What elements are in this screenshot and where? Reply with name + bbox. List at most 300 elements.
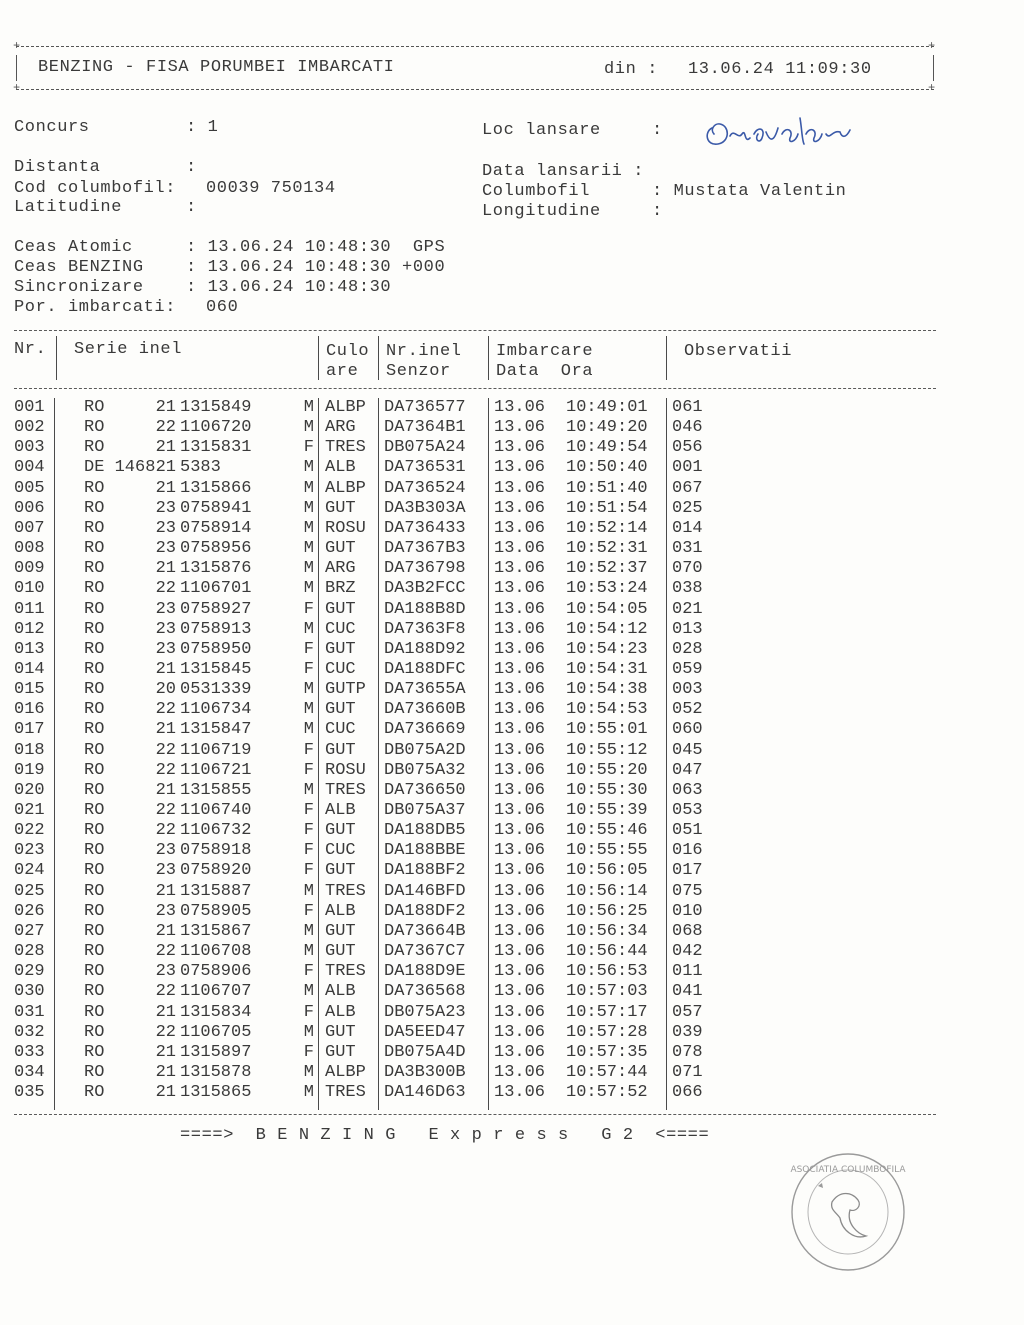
- table-header-rule: [14, 388, 936, 389]
- sex: F: [303, 901, 314, 921]
- observation: 046: [672, 418, 703, 438]
- ring-number: 0758927: [180, 599, 252, 619]
- color-code: ALBP: [325, 398, 366, 417]
- table-row: [0, 801, 1024, 821]
- ceas-benzing-value: : 13.06.24 10:48:30 +000: [186, 258, 446, 277]
- row-number: 022: [14, 821, 45, 841]
- ring-year: 21: [155, 458, 176, 478]
- observation: 025: [672, 498, 703, 518]
- sensor-id: DA146D63: [384, 1083, 466, 1103]
- color-code: ALB: [325, 458, 356, 478]
- columbofil-value: : Mustata Valentin: [652, 182, 847, 201]
- boarding-time: 10:55:55: [566, 841, 648, 861]
- col-header-observatii: Observatii: [684, 342, 793, 361]
- observation: 038: [672, 579, 703, 599]
- ring-number: 1315887: [180, 881, 252, 901]
- table-row: [0, 861, 1024, 881]
- observation: 067: [672, 478, 703, 498]
- footer-brand: ====> B E N Z I N G E x p r e s s G 2 <====: [180, 1126, 710, 1145]
- ring-year: 22: [155, 760, 176, 780]
- ring-number: 0531339: [180, 680, 252, 700]
- table-row: [0, 398, 1024, 418]
- sex: M: [303, 619, 314, 639]
- table-row: [0, 499, 1024, 519]
- boarding-time: 10:55:46: [566, 821, 648, 841]
- ring-number: 1315866: [180, 478, 252, 498]
- boarding-date: 13.06: [494, 861, 546, 881]
- ring-country: RO: [84, 720, 105, 740]
- boarding-date: 13.06: [494, 579, 546, 599]
- row-number: 021: [14, 801, 45, 820]
- row-number: 002: [14, 418, 45, 438]
- ring-country: RO: [84, 559, 105, 579]
- ring-year: 22: [155, 700, 176, 720]
- boarding-date: 13.06: [494, 498, 546, 518]
- ring-country: RO: [84, 398, 105, 417]
- boarding-date: 13.06: [494, 760, 546, 780]
- sex: F: [303, 639, 314, 659]
- color-code: GUT: [325, 639, 356, 659]
- boarding-date: 13.06: [494, 539, 546, 559]
- col-header-nr: Nr.: [14, 340, 47, 359]
- boarding-date: 13.06: [494, 942, 546, 962]
- boarding-time: 10:54:38: [566, 680, 648, 700]
- sensor-id: DA188BBE: [384, 841, 466, 861]
- boarding-time: 10:50:40: [566, 458, 648, 478]
- ring-year: 21: [155, 921, 176, 941]
- boarding-time: 10:56:34: [566, 921, 648, 941]
- boarding-time: 10:55:01: [566, 720, 648, 740]
- ring-number: 0758906: [180, 962, 252, 982]
- color-code: ALB: [325, 901, 356, 921]
- boarding-time: 10:55:20: [566, 760, 648, 780]
- color-code: GUT: [325, 700, 356, 720]
- sensor-id: DA736524: [384, 478, 466, 498]
- boarding-date: 13.06: [494, 1042, 546, 1062]
- boarding-date: 13.06: [494, 780, 546, 800]
- sex: F: [303, 1002, 314, 1022]
- row-number: 029: [14, 962, 45, 982]
- boarding-time: 10:57:44: [566, 1062, 648, 1082]
- table-bottom-rule: [14, 1114, 936, 1115]
- ring-number: 1315855: [180, 780, 252, 800]
- ring-number: 1106720: [180, 418, 252, 438]
- boarding-date: 13.06: [494, 962, 546, 982]
- boarding-time: 10:57:28: [566, 1022, 648, 1042]
- row-number: 032: [14, 1022, 45, 1042]
- color-code: ALBP: [325, 1062, 366, 1082]
- table-row: [0, 479, 1024, 499]
- ring-country: RO: [84, 780, 105, 800]
- sensor-id: DB075A4D: [384, 1042, 466, 1062]
- boarding-date: 13.06: [494, 921, 546, 941]
- ring-country: RO: [84, 1002, 105, 1022]
- ring-country: RO: [84, 1022, 105, 1042]
- sensor-id: DA736669: [384, 720, 466, 740]
- table-row: [0, 761, 1024, 781]
- table-row: [0, 1023, 1024, 1043]
- observation: 013: [672, 619, 703, 639]
- sensor-id: DA188DB5: [384, 821, 466, 841]
- ring-year: 22: [155, 801, 176, 820]
- color-code: TRES: [325, 438, 366, 458]
- ring-country: RO: [84, 760, 105, 780]
- ring-number: 0758914: [180, 518, 252, 538]
- sex: M: [303, 418, 314, 438]
- color-code: CUC: [325, 659, 356, 679]
- ring-number: 5383: [180, 458, 221, 478]
- sex: M: [303, 1062, 314, 1082]
- boarding-date: 13.06: [494, 841, 546, 861]
- row-number: 003: [14, 438, 45, 458]
- row-number: 014: [14, 659, 45, 679]
- ring-number: 1106707: [180, 982, 252, 1002]
- ring-country: RO: [84, 478, 105, 498]
- sex: F: [303, 760, 314, 780]
- ring-year: 23: [155, 639, 176, 659]
- ring-number: 1106734: [180, 700, 252, 720]
- col-header-nrinel: Nr.inel: [386, 342, 462, 361]
- ring-number: 1315849: [180, 398, 252, 417]
- color-code: GUTP: [325, 680, 366, 700]
- row-number: 016: [14, 700, 45, 720]
- color-code: ALB: [325, 1002, 356, 1022]
- table-row: [0, 1003, 1024, 1023]
- observation: 045: [672, 740, 703, 760]
- ring-country: RO: [84, 438, 105, 458]
- ring-year: 22: [155, 1022, 176, 1042]
- ring-number: 1106721: [180, 760, 252, 780]
- ring-year: 23: [155, 962, 176, 982]
- loc-lansare-label: Loc lansare: [482, 121, 601, 140]
- handwritten-release-location: [700, 104, 860, 154]
- table-row: [0, 458, 1024, 478]
- table-row: [0, 902, 1024, 922]
- color-code: ALB: [325, 982, 356, 1002]
- column-divider: [666, 336, 667, 380]
- sensor-id: DA736650: [384, 780, 466, 800]
- ring-country: RO: [84, 639, 105, 659]
- sensor-id: DA7367B3: [384, 539, 466, 559]
- sensor-id: DA736798: [384, 559, 466, 579]
- boarding-time: 10:57:17: [566, 1002, 648, 1022]
- sex: M: [303, 921, 314, 941]
- table-row: [0, 700, 1024, 720]
- observation: 010: [672, 901, 703, 921]
- sex: M: [303, 458, 314, 478]
- observation: 070: [672, 559, 703, 579]
- ring-country: RO: [84, 1083, 105, 1103]
- boarding-time: 10:56:05: [566, 861, 648, 881]
- table-row: [0, 942, 1024, 962]
- row-number: 031: [14, 1002, 45, 1022]
- sex: F: [303, 821, 314, 841]
- boarding-date: 13.06: [494, 740, 546, 760]
- table-row: [0, 720, 1024, 740]
- ring-year: 21: [155, 478, 176, 498]
- ring-country: DE 1468: [84, 458, 156, 478]
- ring-country: RO: [84, 498, 105, 518]
- boarding-time: 10:52:37: [566, 559, 648, 579]
- boarding-time: 10:54:23: [566, 639, 648, 659]
- boarding-time: 10:57:03: [566, 982, 648, 1002]
- color-code: GUT: [325, 1042, 356, 1062]
- boarding-date: 13.06: [494, 680, 546, 700]
- boarding-date: 13.06: [494, 599, 546, 619]
- col-header-serie: Serie inel: [74, 340, 183, 359]
- sensor-id: DB075A23: [384, 1002, 466, 1022]
- sensor-id: DA736433: [384, 518, 466, 538]
- sex: M: [303, 1022, 314, 1042]
- ring-year: 21: [155, 438, 176, 458]
- ceas-atomic-value: : 13.06.24 10:48:30 GPS: [186, 238, 446, 257]
- ring-country: RO: [84, 962, 105, 982]
- row-number: 025: [14, 881, 45, 901]
- ring-country: RO: [84, 518, 105, 538]
- sensor-id: DA146BFD: [384, 881, 466, 901]
- row-number: 008: [14, 539, 45, 559]
- observation: 051: [672, 821, 703, 841]
- boarding-date: 13.06: [494, 559, 546, 579]
- observation: 057: [672, 1002, 703, 1022]
- row-number: 024: [14, 861, 45, 881]
- boarding-time: 10:55:39: [566, 801, 648, 820]
- table-row: [0, 680, 1024, 700]
- sex: M: [303, 539, 314, 559]
- ring-year: 23: [155, 498, 176, 518]
- sex: M: [303, 881, 314, 901]
- ring-country: RO: [84, 418, 105, 438]
- sex: F: [303, 801, 314, 820]
- ring-number: 1106719: [180, 740, 252, 760]
- ring-number: 1315878: [180, 1062, 252, 1082]
- ring-year: 21: [155, 1062, 176, 1082]
- color-code: CUC: [325, 720, 356, 740]
- table-row: [0, 1043, 1024, 1063]
- ring-country: RO: [84, 881, 105, 901]
- ring-country: RO: [84, 539, 105, 559]
- color-code: TRES: [325, 1083, 366, 1103]
- row-number: 004: [14, 458, 45, 478]
- sensor-id: DA188B8D: [384, 599, 466, 619]
- ring-year: 22: [155, 579, 176, 599]
- col-header-culoare-2: are: [326, 362, 359, 381]
- sensor-id: DA188BF2: [384, 861, 466, 881]
- ring-year: 23: [155, 901, 176, 921]
- color-code: CUC: [325, 841, 356, 861]
- ring-number: 1106740: [180, 801, 252, 820]
- row-number: 030: [14, 982, 45, 1002]
- table-row: [0, 640, 1024, 660]
- ring-year: 23: [155, 861, 176, 881]
- observation: 066: [672, 1083, 703, 1103]
- ring-number: 1106701: [180, 579, 252, 599]
- observation: 017: [672, 861, 703, 881]
- boarding-date: 13.06: [494, 1022, 546, 1042]
- boarding-time: 10:54:05: [566, 599, 648, 619]
- sensor-id: DA7363F8: [384, 619, 466, 639]
- table-row: [0, 922, 1024, 942]
- row-number: 017: [14, 720, 45, 740]
- boarding-date: 13.06: [494, 700, 546, 720]
- sensor-id: DB075A24: [384, 438, 466, 458]
- boarding-time: 10:49:54: [566, 438, 648, 458]
- table-row: [0, 539, 1024, 559]
- boarding-time: 10:53:24: [566, 579, 648, 599]
- observation: 031: [672, 539, 703, 559]
- sex: F: [303, 841, 314, 861]
- row-number: 011: [14, 599, 45, 619]
- ring-year: 23: [155, 599, 176, 619]
- corner-mark: +: [928, 39, 936, 53]
- ring-year: 22: [155, 821, 176, 841]
- observation: 001: [672, 458, 703, 478]
- boarding-date: 13.06: [494, 720, 546, 740]
- sensor-id: DA736568: [384, 982, 466, 1002]
- distanta-label: Distanta: [14, 158, 101, 177]
- color-code: ARG: [325, 418, 356, 438]
- ring-number: 0758950: [180, 639, 252, 659]
- observation: 021: [672, 599, 703, 619]
- ring-year: 22: [155, 418, 176, 438]
- row-number: 020: [14, 780, 45, 800]
- column-divider: [488, 336, 489, 380]
- boarding-date: 13.06: [494, 1002, 546, 1022]
- observation: 075: [672, 881, 703, 901]
- col-header-imbarcare: Imbarcare: [496, 342, 594, 361]
- boarding-time: 10:52:31: [566, 539, 648, 559]
- observation: 053: [672, 801, 703, 820]
- ring-country: RO: [84, 599, 105, 619]
- ring-year: 20: [155, 680, 176, 700]
- row-number: 026: [14, 901, 45, 921]
- boarding-date: 13.06: [494, 619, 546, 639]
- boarding-date: 13.06: [494, 821, 546, 841]
- boarding-time: 10:52:14: [566, 518, 648, 538]
- boarding-time: 10:56:44: [566, 942, 648, 962]
- row-number: 007: [14, 518, 45, 538]
- table-row: [0, 821, 1024, 841]
- color-code: TRES: [325, 780, 366, 800]
- boarding-time: 10:51:54: [566, 498, 648, 518]
- document-title: BENZING - FISA PORUMBEI IMBARCATI: [38, 58, 395, 77]
- ring-number: 0758920: [180, 861, 252, 881]
- observation: 041: [672, 982, 703, 1002]
- ring-number: 0758905: [180, 901, 252, 921]
- color-code: GUT: [325, 942, 356, 962]
- porumbei-imbarcati-value: 060: [206, 298, 239, 317]
- sex: F: [303, 962, 314, 982]
- boarding-date: 13.06: [494, 478, 546, 498]
- ring-country: RO: [84, 821, 105, 841]
- print-date: 13.06.24 11:09:30: [688, 60, 872, 79]
- boarding-time: 10:54:12: [566, 619, 648, 639]
- table-row: [0, 418, 1024, 438]
- col-header-data-ora: Data Ora: [496, 362, 594, 381]
- sensor-id: DA7367C7: [384, 942, 466, 962]
- color-code: TRES: [325, 881, 366, 901]
- boarding-date: 13.06: [494, 881, 546, 901]
- concurs-label: Concurs: [14, 118, 90, 137]
- observation: 014: [672, 518, 703, 538]
- table-row: [0, 660, 1024, 680]
- row-number: 035: [14, 1083, 45, 1103]
- ring-year: 23: [155, 539, 176, 559]
- ring-number: 1106708: [180, 942, 252, 962]
- ring-number: 1315865: [180, 1083, 252, 1103]
- observation: 042: [672, 942, 703, 962]
- corner-mark: +: [13, 39, 21, 53]
- sex: F: [303, 740, 314, 760]
- sex: F: [303, 1042, 314, 1062]
- column-divider: [318, 336, 319, 380]
- observation: 078: [672, 1042, 703, 1062]
- sex: M: [303, 478, 314, 498]
- column-divider: [56, 336, 57, 380]
- table-row: [0, 1083, 1024, 1103]
- sex: F: [303, 599, 314, 619]
- ring-number: 0758913: [180, 619, 252, 639]
- sensor-id: DB075A32: [384, 760, 466, 780]
- sensor-id: DA3B300B: [384, 1062, 466, 1082]
- boarding-date: 13.06: [494, 801, 546, 820]
- observation: 059: [672, 659, 703, 679]
- table-row: [0, 620, 1024, 640]
- row-number: 013: [14, 639, 45, 659]
- ring-country: RO: [84, 1062, 105, 1082]
- color-code: GUT: [325, 740, 356, 760]
- boarding-date: 13.06: [494, 398, 546, 417]
- row-number: 027: [14, 921, 45, 941]
- ring-country: RO: [84, 579, 105, 599]
- sex: F: [303, 438, 314, 458]
- sensor-id: DA3B2FCC: [384, 579, 466, 599]
- color-code: GUT: [325, 921, 356, 941]
- boarding-time: 10:57:52: [566, 1083, 648, 1103]
- ring-country: RO: [84, 982, 105, 1002]
- ring-year: 21: [155, 881, 176, 901]
- observation: 047: [672, 760, 703, 780]
- sensor-id: DB075A37: [384, 801, 466, 820]
- color-code: ALB: [325, 801, 356, 820]
- svg-text:ASOCIATIA COLUMBOFILA: ASOCIATIA COLUMBOFILA: [790, 1165, 906, 1175]
- table-row: [0, 519, 1024, 539]
- observation: 016: [672, 841, 703, 861]
- boarding-time: 10:54:53: [566, 700, 648, 720]
- distanta-sep: :: [186, 158, 197, 177]
- ceas-benzing-label: Ceas BENZING: [14, 258, 144, 277]
- ring-country: RO: [84, 1042, 105, 1062]
- ring-number: 1106732: [180, 821, 252, 841]
- color-code: GUT: [325, 599, 356, 619]
- color-code: ARG: [325, 559, 356, 579]
- concurs-value: : 1: [186, 118, 219, 137]
- observation: 071: [672, 1062, 703, 1082]
- sex: F: [303, 861, 314, 881]
- ring-year: 21: [155, 398, 176, 417]
- boarding-date: 13.06: [494, 659, 546, 679]
- boarding-date: 13.06: [494, 438, 546, 458]
- ring-number: 1315834: [180, 1002, 252, 1022]
- ring-country: RO: [84, 619, 105, 639]
- ring-number: 1106705: [180, 1022, 252, 1042]
- table-row: [0, 781, 1024, 801]
- sex: M: [303, 982, 314, 1002]
- sex: M: [303, 559, 314, 579]
- sex: M: [303, 579, 314, 599]
- observation: 068: [672, 921, 703, 941]
- ring-country: RO: [84, 841, 105, 861]
